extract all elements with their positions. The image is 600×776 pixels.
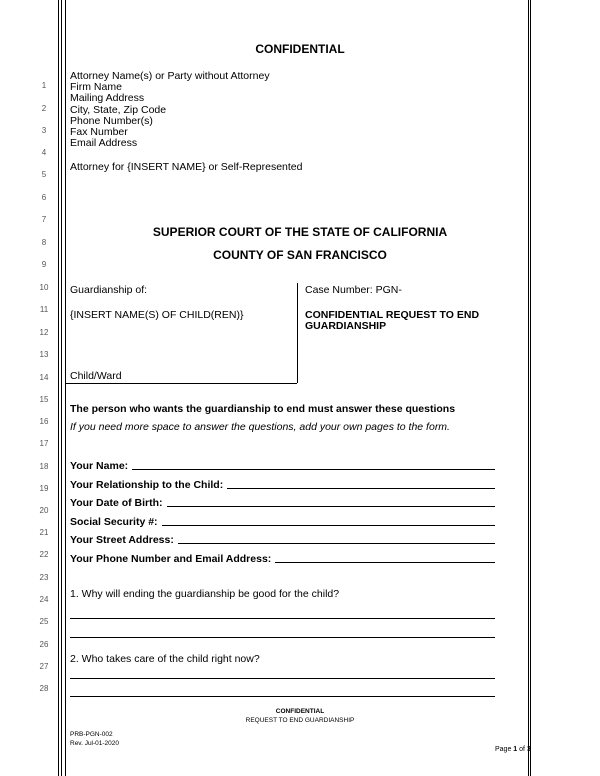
email-line: Email Address [70, 137, 138, 150]
answer-line[interactable] [70, 696, 495, 697]
your-name-field[interactable] [70, 458, 495, 472]
left-margin-rule-inner [61, 0, 62, 776]
left-margin-rule-outer [58, 0, 59, 776]
field-label: Your Name: [70, 460, 129, 472]
mailing-address-line: Mailing Address [70, 92, 145, 105]
footer-revision: Rev. Jul-01-2020 [70, 740, 120, 747]
guardianship-of-label: Guardianship of: [70, 284, 148, 296]
page-number [495, 746, 531, 753]
attorney-for-line: Attorney for {INSERT NAME} or Self-Represented [70, 161, 303, 173]
date-of-birth-field[interactable] [70, 495, 495, 509]
phone-email-field[interactable] [70, 551, 495, 565]
line-number: 8 [41, 238, 47, 247]
line-number: 11 [39, 305, 49, 314]
field-blank[interactable] [132, 468, 495, 470]
instructions-heading: The person who wants the guardianship to end must answer these questions [70, 403, 456, 415]
line-number: 13 [39, 350, 49, 359]
page-of: of [517, 746, 527, 753]
instructions-note: If you need more space to answer the questions, add your own pages to the form. [70, 421, 450, 433]
line-number: 5 [41, 170, 47, 179]
page-prefix: Page [495, 746, 514, 753]
court-county: COUNTY OF SAN FRANCISCO [213, 248, 387, 262]
phone-line: Phone Number(s) [70, 114, 153, 127]
fax-line: Fax Number [70, 126, 128, 139]
line-number: 2 [41, 104, 47, 113]
field-blank[interactable] [275, 561, 495, 563]
line-number: 16 [39, 417, 49, 426]
attorney-name-line: Attorney Name(s) or Party without Attorney [70, 70, 270, 82]
court-name: SUPERIOR COURT OF THE STATE OF CALIFORNIA [152, 225, 448, 239]
line-number: 14 [39, 373, 49, 382]
answer-line[interactable] [70, 678, 495, 679]
line-number: 17 [39, 439, 49, 448]
footer-form-id: PRB-PGN-002 [70, 731, 113, 738]
ssn-field[interactable] [70, 514, 495, 528]
line-number: 20 [39, 506, 49, 515]
line-number: 6 [41, 193, 47, 202]
line-number: 24 [39, 595, 49, 604]
field-label: Your Phone Number and Email Address: [70, 553, 272, 565]
line-number: 15 [39, 395, 49, 404]
right-margin-rule [528, 0, 529, 776]
question-1: 1. Why will ending the guardianship be good for the child? [70, 588, 340, 600]
line-number: 18 [39, 462, 49, 471]
footer-confidential: CONFIDENTIAL [275, 708, 325, 715]
left-margin-rule-text [65, 0, 66, 776]
line-number: 26 [39, 640, 49, 649]
field-label: Your Street Address: [70, 534, 174, 546]
city-state-zip-line: City, State, Zip Code [70, 103, 167, 116]
case-number: Case Number: PGN- [305, 284, 402, 296]
line-number: 25 [39, 617, 49, 626]
answer-line[interactable] [70, 637, 495, 638]
child-ward-label: Child/Ward [70, 370, 122, 382]
field-label: Your Relationship to the Child: [70, 479, 224, 491]
line-number: 4 [41, 148, 47, 157]
street-address-field[interactable] [70, 532, 495, 546]
page-total: 3 [526, 746, 531, 753]
field-blank[interactable] [227, 487, 495, 489]
field-blank[interactable] [178, 542, 495, 544]
relationship-field[interactable] [70, 477, 495, 491]
line-number: 22 [39, 550, 49, 559]
page-current: 1 [513, 746, 518, 753]
line-number: 3 [41, 126, 47, 135]
line-number: 9 [41, 260, 47, 269]
caption-divider [297, 283, 298, 383]
header-confidential: CONFIDENTIAL [255, 42, 345, 56]
child-names-placeholder: {INSERT NAME(S) OF CHILD(REN)} [70, 309, 244, 321]
line-number: 28 [39, 684, 49, 693]
line-number: 12 [39, 328, 49, 337]
footer-title: REQUEST TO END GUARDIANSHIP [245, 717, 355, 724]
line-number: 21 [39, 528, 49, 537]
document-title: CONFIDENTIAL REQUEST TO END GUARDIANSHIP [305, 309, 480, 333]
attorney-block [70, 71, 270, 149]
line-number: 7 [41, 215, 47, 224]
right-margin-rule-2 [530, 0, 531, 776]
field-label: Social Security #: [70, 516, 158, 528]
line-number: 10 [39, 283, 49, 292]
caption-bottom-rule [65, 383, 297, 384]
answer-line[interactable] [70, 618, 495, 619]
field-blank[interactable] [162, 524, 495, 526]
line-number: 1 [41, 81, 47, 90]
firm-name-line: Firm Name [70, 81, 122, 94]
line-number: 19 [39, 484, 49, 493]
line-number: 27 [39, 662, 49, 671]
question-2: 2. Who takes care of the child right now? [70, 653, 260, 665]
field-blank[interactable] [167, 505, 495, 507]
line-number: 23 [39, 573, 49, 582]
field-label: Your Date of Birth: [70, 497, 163, 509]
